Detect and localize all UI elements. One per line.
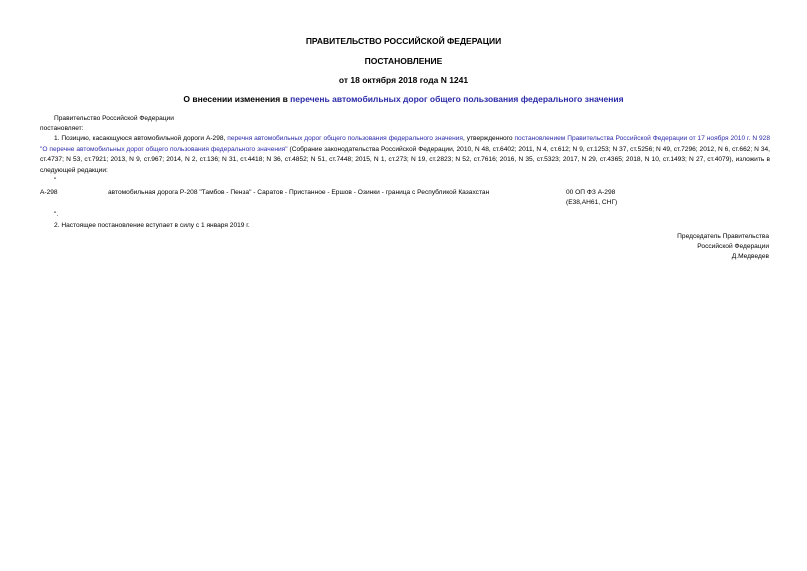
signature-name: Д.Медведев [731,253,769,260]
intro-resolves: постановляет: [40,125,84,132]
p1-text-3: (Собрание законодательства Российской Федерации, 2010, N 48, ст.6402; 2011, N 4, ст.612; N 9, ст.1253; N 37, ст.5256; N 49, ст.7296; 2012, N 6, ст.662; N 34, ст.4737; N 53, ст.7921; 2013, N 9, ст.967; 2014, N 2, ст.136; N 31, ст.4418; N 36, ст.4852; N 51, ст.7448; 2015, N 1, ст.273; N 19, ст.2823; N 52, ст.7616; 2016, N 35, ст.5323; 2017, N 29, ст.4365; 2018, N 10, ст.1493; N 27, ст.4079), изложить в следующей редакции: [40,145,770,174]
date-number-heading: от 18 октября 2018 года N 1241 [338,75,469,85]
p1-text-2: , утвержденного [462,135,515,142]
table-cell-code: А-298 [40,189,58,196]
paragraph-1 [40,134,770,176]
title-link[interactable]: перечень автомобильных дорог общего пользования федерального значения [290,94,624,104]
p1-link-road-list[interactable]: перечня автомобильных дорог общего пользования федерального значения [227,135,463,142]
quote-close: ". [54,211,59,218]
table-cell-description: автомобильная дорога Р-208 "Тамбов - Пенза" - Саратов - Пристанное - Ершов - Озинки - граница с Республикой Казахстан [108,189,490,196]
p1-link-resolution[interactable]: постановлением Правительства Российской Федерации от 17 ноября 2010 г. N 928 "О перечне автомобильных дорог общего пользования федерального значения" [40,135,770,153]
signature-position-2: Российской Федерации [697,243,769,250]
title-prefix: О внесении изменения в [183,94,291,104]
signature-position-1: Председатель Правительства [677,233,769,240]
document-type-heading: ПОСТАНОВЛЕНИЕ [364,56,443,66]
government-heading: ПРАВИТЕЛЬСТВО РОССИЙСКОЙ ФЕДЕРАЦИИ [305,36,502,46]
table-cell-id-line2: (Е38,АН61, СНГ) [566,199,618,206]
paragraph-2: 2. Настоящее постановление вступает в силу с 1 января 2019 г. [54,222,250,229]
table-cell-id-line1: 00 ОП ФЗ А-298 [566,189,616,196]
quote-open: " [54,177,57,184]
p1-text-1: 1. Позицию, касающуюся автомобильной дороги А-298, [54,135,228,142]
document-title [0,94,807,105]
intro-government: Правительство Российской Федерации [54,115,174,122]
